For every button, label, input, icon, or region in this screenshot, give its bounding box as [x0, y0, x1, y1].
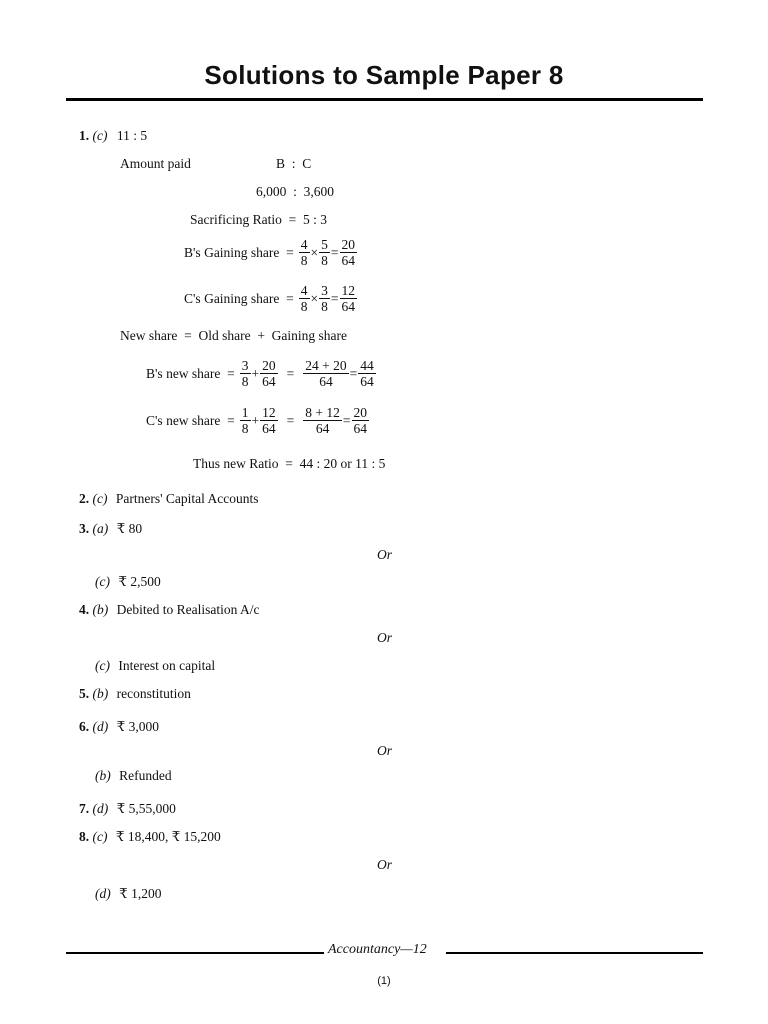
title-rule [66, 98, 703, 101]
answer-text: ₹ 5,55,000 [116, 801, 176, 816]
answer-line [79, 829, 221, 845]
answer-line [79, 521, 142, 537]
footer-rule-left [66, 952, 324, 954]
denominator: 8 [321, 299, 328, 314]
sacrificing-ratio: Sacrificing Ratio = 5 : 3 [190, 212, 327, 227]
numerator: 4 [300, 283, 308, 298]
equals: = [330, 244, 339, 260]
answer-text: ₹ 1,200 [119, 886, 162, 901]
numerator: 12 [341, 283, 356, 298]
answer-line [79, 686, 191, 702]
fraction [260, 405, 278, 436]
equals: = [342, 412, 351, 428]
fraction [340, 283, 358, 314]
answer-option: (b) [92, 686, 109, 701]
answer-text: reconstitution [116, 686, 191, 701]
numerator: 1 [241, 405, 249, 420]
answer-line [79, 602, 259, 618]
answer-option: (d) [95, 886, 111, 901]
fraction [303, 358, 348, 389]
c-new-label: C's new share = [146, 412, 235, 428]
denominator: 64 [262, 374, 276, 389]
denominator: 64 [319, 374, 333, 389]
fraction [299, 237, 310, 268]
page-number: (1) [377, 975, 391, 987]
answer-number: 4. [79, 602, 90, 617]
answer-text: Refunded [119, 768, 172, 783]
or-separator: Or [377, 743, 393, 758]
numerator: 8 + 12 [305, 405, 340, 420]
bc-values: 6,000 : 3,600 [256, 184, 335, 199]
equals: = [330, 290, 339, 306]
answer-number: 3. [79, 521, 90, 536]
fraction [352, 405, 370, 436]
or-separator: Or [377, 857, 393, 872]
page-title: Solutions to Sample Paper 8 [204, 60, 564, 90]
numerator: 5 [321, 237, 328, 252]
fraction [240, 405, 251, 436]
fraction [358, 358, 376, 389]
answer-option: (c) [95, 658, 110, 673]
answer-line [95, 768, 172, 784]
answer-text: ₹ 18,400, ₹ 15,200 [115, 829, 221, 844]
numerator: 4 [300, 237, 308, 252]
thus-new-ratio: Thus new Ratio = 44 : 20 or 11 : 5 [193, 456, 386, 471]
fraction [319, 237, 330, 268]
q1-option: (c) [92, 128, 108, 143]
answer-text: Partners' Capital Accounts [115, 491, 259, 506]
answer-line [95, 658, 215, 674]
numerator: 12 [262, 405, 276, 420]
fraction [260, 358, 278, 389]
answer-option: (d) [92, 801, 109, 816]
denominator: 8 [241, 374, 249, 389]
equals: = [286, 412, 295, 428]
answer-option: (a) [92, 521, 109, 536]
operator: × [310, 244, 319, 260]
c-gaining-share [184, 283, 358, 314]
answer-number: 7. [79, 801, 90, 816]
b-new-label: B's new share = [146, 365, 235, 381]
operator: × [310, 290, 319, 306]
new-share-formula: New share = Old share + Gaining share [120, 328, 348, 343]
c-gain-label: C's Gaining share = [184, 290, 294, 306]
b-gain-label: B's Gaining share = [184, 244, 294, 260]
denominator: 64 [360, 374, 374, 389]
numerator: 20 [341, 237, 356, 252]
answer-number: 5. [79, 686, 90, 701]
answer-line [79, 491, 259, 507]
equals: = [286, 365, 295, 381]
answer-number: 8. [79, 829, 90, 844]
denominator: 8 [241, 421, 249, 436]
answer-option: (c) [92, 491, 108, 506]
denominator: 64 [341, 253, 356, 268]
numerator: 20 [353, 405, 368, 420]
denominator: 8 [300, 299, 308, 314]
or-separator: Or [377, 630, 393, 645]
or-separator: Or [377, 547, 393, 562]
answer-option: (d) [92, 719, 109, 734]
q1-answer: 11 : 5 [116, 128, 148, 143]
footer-rule-right [446, 952, 703, 954]
answer-option: (c) [95, 574, 110, 589]
denominator: 64 [341, 299, 356, 314]
b-gaining-share [184, 237, 358, 268]
fraction [240, 358, 251, 389]
answer-text: Interest on capital [118, 658, 216, 673]
denominator: 64 [262, 421, 276, 436]
answer-text: Debited to Realisation A/c [116, 602, 260, 617]
numerator: 44 [360, 358, 374, 373]
fraction [299, 283, 310, 314]
answer-option: (b) [92, 602, 109, 617]
q1-line [79, 128, 147, 144]
denominator: 64 [315, 421, 330, 436]
numerator: 3 [321, 283, 328, 298]
answer-number: 2. [79, 491, 90, 506]
numerator: 20 [262, 358, 276, 373]
numerator: 24 + 20 [305, 358, 347, 373]
amount-paid-label: Amount paid [120, 156, 191, 171]
fraction [340, 237, 358, 268]
answer-option: (c) [92, 829, 108, 844]
denominator: 8 [321, 253, 328, 268]
numerator: 3 [241, 358, 249, 373]
operator: + [251, 412, 260, 428]
operator: + [251, 365, 260, 381]
answer-text: ₹ 3,000 [116, 719, 159, 734]
answer-text: ₹ 80 [116, 521, 143, 536]
answer-line [79, 801, 176, 817]
answer-option: (b) [95, 768, 111, 783]
equals: = [349, 365, 358, 381]
q1-number: 1. [79, 128, 90, 143]
answer-line [95, 574, 161, 590]
answer-number: 6. [79, 719, 90, 734]
answer-line [95, 886, 161, 902]
denominator: 8 [300, 253, 308, 268]
answer-line [79, 719, 159, 735]
fraction [303, 405, 342, 436]
b-new-share [146, 358, 377, 389]
bc-header: B : C [276, 156, 312, 171]
fraction [319, 283, 330, 314]
footer-subject: Accountancy—12 [328, 942, 427, 957]
denominator: 64 [353, 421, 368, 436]
c-new-share [146, 405, 370, 436]
answer-text: ₹ 2,500 [118, 574, 161, 589]
